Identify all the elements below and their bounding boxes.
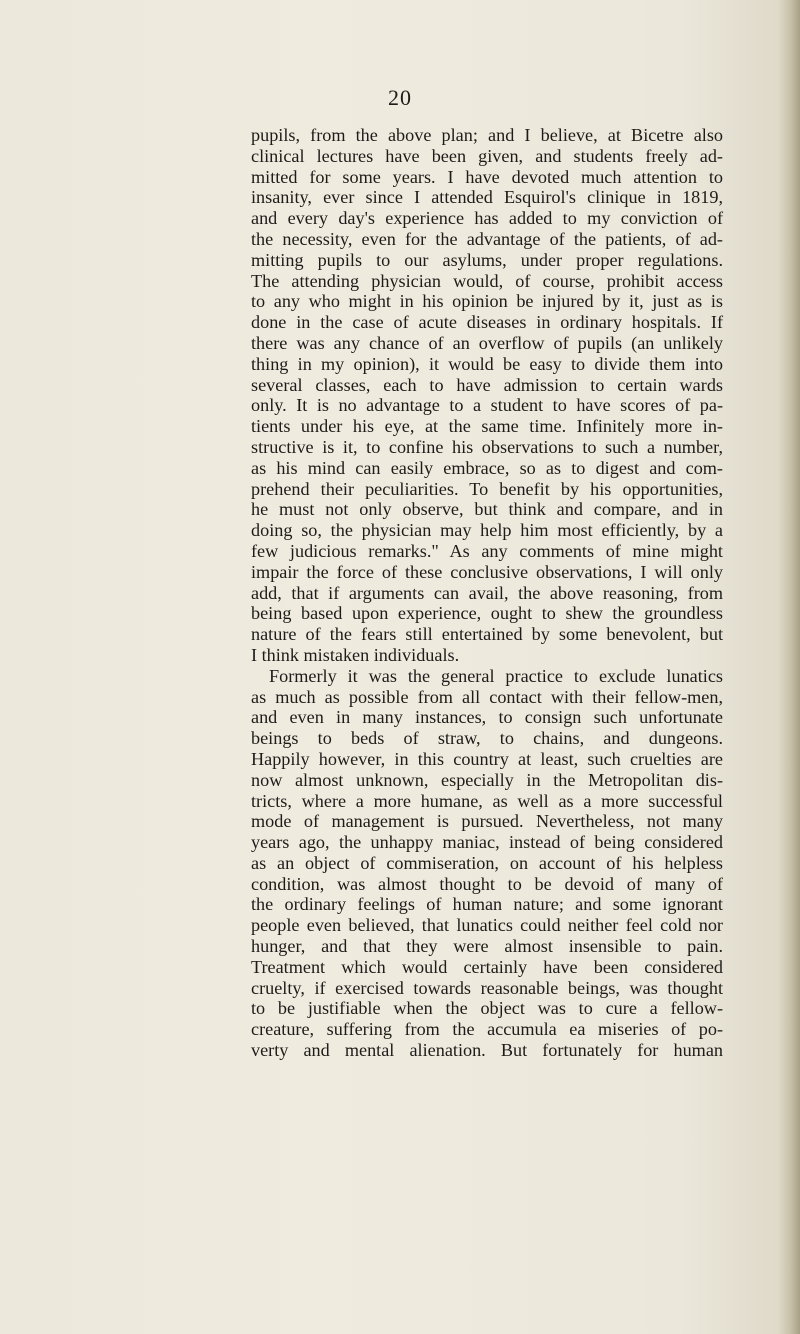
body-text [251,125,723,1061]
text-line: and every day's experience has added to my conviction of [251,208,723,229]
text-line: Treatment which would certainly have been considered [251,956,723,977]
text-line: hunger, and that they were almost insensible to pain. [251,936,723,957]
text-line: done in the case of acute diseases in ordinary hospitals. If [251,312,723,333]
text-line: people even believed, that lunatics could neither feel cold nor [251,915,723,936]
text-line: The attending physician would, of course, prohibit access [251,270,723,291]
text-line: impair the force of these conclusive observations, I will only [251,561,723,582]
text-line: condition, was almost thought to be devoid of many of [251,873,723,894]
page-number: 20 [388,85,412,110]
page-edge-shadow [778,0,800,1334]
text-line: I think mistaken individuals. [251,644,460,665]
text-line: as much as possible from all contact with their fellow-men, [251,686,723,707]
text-line: clinical lectures have been given, and students freely ad- [251,145,723,166]
text-line: as his mind can easily embrace, so as to digest and com- [251,457,723,478]
text-line: mitting pupils to our asylums, under proper regulations. [251,249,723,270]
text-line: to any who might in his opinion be injured by it, just as is [251,291,723,312]
text-line: prehend their peculiarities. To benefit by his opportunities, [251,478,723,499]
text-line: several classes, each to have admission to certain wards [251,374,723,395]
text-line: add, that if arguments can avail, the above reasoning, from [251,582,723,603]
text-line: the necessity, even for the advantage of the patients, of ad- [251,228,723,249]
text-line: the ordinary feelings of human nature; and some ignorant [251,894,723,915]
text-line: there was any chance of an overflow of pupils (an unlikely [251,332,723,353]
text-line: and even in many instances, to consign such unfortunate [251,707,723,728]
text-line: structive is it, to confine his observations to such a number, [251,436,723,457]
text-line: mode of management is pursued. Nevertheless, not many [251,811,723,832]
text-line: verty and mental alienation. But fortunately for human [251,1040,723,1061]
text-line: few judicious remarks." As any comments of mine might [251,540,723,561]
text-line: thing in my opinion), it would be easy to divide them into [251,353,723,374]
text-line: years ago, the unhappy maniac, instead of being considered [251,832,723,853]
text-line: being based upon experience, ought to shew the groundless [251,603,723,624]
text-line: beings to beds of straw, to chains, and dungeons. [251,728,723,749]
text-line: nature of the fears still entertained by some benevolent, but [251,624,723,645]
text-line: pupils, from the above plan; and I believe, at Bicetre also [251,125,723,145]
text-line: he must not only observe, but think and compare, and in [251,499,723,520]
text-line: cruelty, if exercised towards reasonable beings, was thought [251,977,723,998]
text-line: only. It is no advantage to a student to have scores of pa- [251,395,723,416]
text-line: now almost unknown, especially in the Metropolitan dis- [251,769,723,790]
text-line: Formerly it was the general practice to exclude lunatics [269,665,723,686]
text-line: insanity, ever since I attended Esquirol's clinique in 1819, [251,187,723,208]
text-line: Happily however, in this country at least, such cruelties are [251,748,723,769]
text-line: tients under his eye, at the same time. Infinitely more in- [251,416,723,437]
text-line: mitted for some years. I have devoted much attention to [251,166,723,187]
text-line: to be justifiable when the object was to cure a fellow- [251,998,723,1019]
text-line: tricts, where a more humane, as well as a more successful [251,790,723,811]
text-line: creature, suffering from the accumula ea miseries of po- [251,1019,723,1040]
text-line: doing so, the physician may help him most efficiently, by a [251,520,723,541]
text-line: as an object of commiseration, on account of his helpless [251,852,723,873]
